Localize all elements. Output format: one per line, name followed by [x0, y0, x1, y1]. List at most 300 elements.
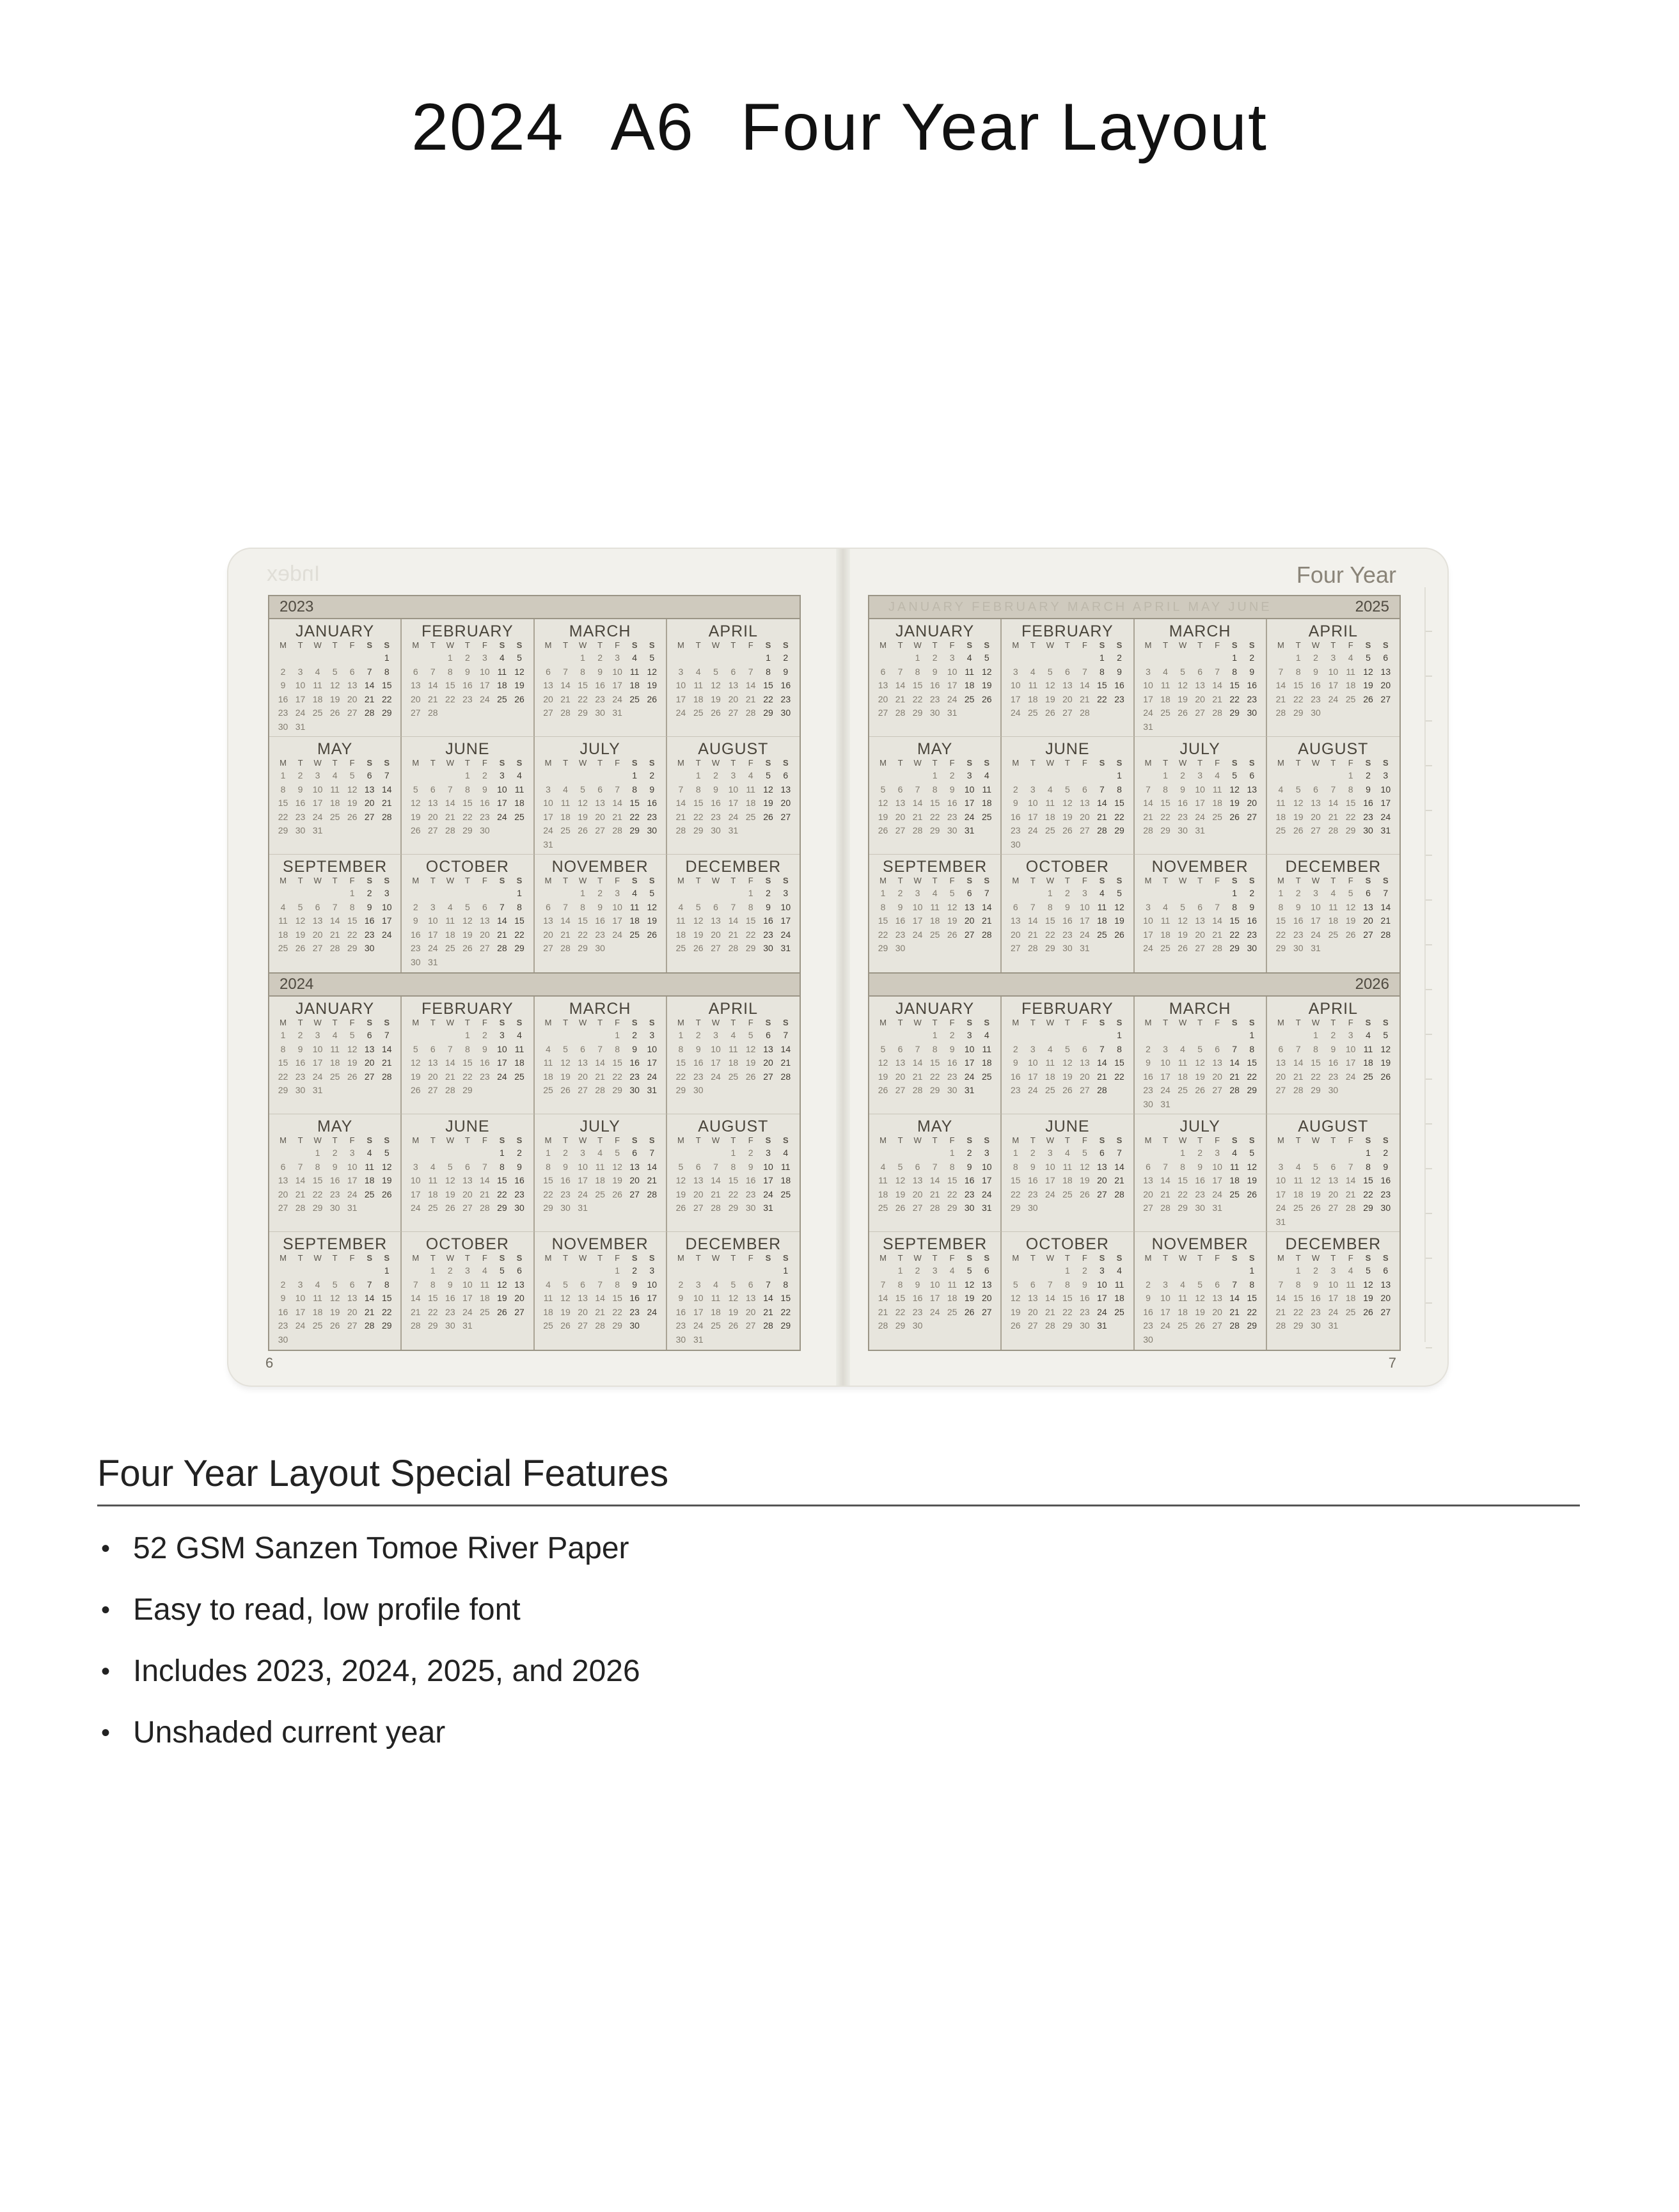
weekday-label: S — [966, 1135, 973, 1145]
day-number: 9 — [482, 784, 487, 794]
day-empty — [1174, 1029, 1192, 1043]
day-number: 22 — [543, 1189, 553, 1199]
day-number: 11 — [543, 1293, 553, 1303]
day-number: 16 — [480, 1057, 490, 1068]
day-number: 5 — [897, 1161, 903, 1172]
day-number: 23 — [1010, 1085, 1021, 1095]
day-number: 30 — [745, 1203, 756, 1213]
day-number: 22 — [780, 1306, 791, 1317]
day-number: 28 — [1275, 1320, 1286, 1331]
day-number: 28 — [745, 707, 756, 718]
day-empty — [292, 1146, 309, 1160]
day-number: 22 — [347, 929, 358, 940]
day-number: 24 — [1160, 1320, 1171, 1331]
day-empty — [292, 651, 309, 665]
day-number: 21 — [560, 929, 571, 940]
day-number: 21 — [647, 1175, 658, 1185]
day-number: 26 — [410, 825, 421, 835]
day-number: 29 — [745, 943, 756, 953]
day-number: 13 — [514, 1279, 524, 1290]
day-number: 15 — [1160, 798, 1171, 808]
day-number: 28 — [329, 943, 340, 953]
weekday-label: T — [1295, 876, 1301, 885]
day-number: 6 — [1082, 784, 1087, 794]
day-number: 12 — [1045, 680, 1055, 690]
day-number: 22 — [1062, 1306, 1073, 1317]
day-number: 14 — [1380, 901, 1391, 912]
day-number: 29 — [1160, 825, 1171, 835]
weekday-label: T — [1330, 640, 1336, 650]
day-number: 5 — [1180, 901, 1185, 912]
day-number: 11 — [595, 1161, 605, 1172]
day-number: 24 — [1028, 1085, 1038, 1095]
day-number: 11 — [930, 901, 940, 912]
day-number: 5 — [1064, 784, 1070, 794]
day-number: 26 — [347, 1071, 358, 1082]
weekday-label: M — [1277, 1018, 1284, 1027]
day-number: 10 — [1010, 680, 1021, 690]
day-number: 4 — [315, 1279, 320, 1290]
day-number: 27 — [1311, 825, 1321, 835]
day-number: 3 — [546, 784, 551, 794]
day-number: 22 — [1229, 693, 1240, 704]
day-number: 27 — [1212, 1085, 1222, 1095]
day-number: 13 — [410, 680, 421, 690]
day-number: 26 — [1062, 825, 1073, 835]
day-number: 8 — [880, 901, 886, 912]
month-name: MAY — [317, 1118, 353, 1135]
day-number: 7 — [367, 666, 372, 677]
day-number: 29 — [1275, 943, 1286, 953]
weekday-label: F — [1348, 640, 1353, 650]
day-number: 17 — [1311, 915, 1321, 926]
day-number: 23 — [480, 1071, 490, 1082]
day-empty — [476, 1146, 493, 1160]
day-number: 11 — [330, 1043, 340, 1054]
day-number: 17 — [964, 798, 975, 808]
day-number: 12 — [675, 1175, 686, 1185]
day-number: 4 — [748, 770, 753, 780]
day-number: 12 — [560, 1293, 571, 1303]
day-number: 15 — [381, 680, 392, 690]
day-number: 24 — [912, 929, 923, 940]
day-number: 24 — [647, 1071, 658, 1082]
day-number: 4 — [783, 1148, 789, 1158]
weekday-label: S — [499, 1018, 505, 1027]
day-number: 12 — [1178, 915, 1188, 926]
day-number: 11 — [1178, 1293, 1188, 1303]
day-number: 4 — [949, 1265, 955, 1276]
day-number: 15 — [1293, 1293, 1304, 1303]
day-number: 13 — [347, 1293, 358, 1303]
day-empty — [1140, 651, 1157, 665]
day-number: 10 — [728, 784, 739, 794]
day-number: 27 — [981, 1306, 992, 1317]
day-number: 20 — [693, 1189, 704, 1199]
day-number: 5 — [748, 1030, 753, 1040]
day-number: 25 — [947, 1306, 958, 1317]
day-number: 21 — [1345, 1189, 1356, 1199]
day-number: 3 — [766, 1148, 771, 1158]
month-name: AUGUST — [698, 1118, 769, 1135]
day-number: 15 — [763, 680, 773, 690]
weekday-label: T — [297, 758, 303, 768]
day-number: 7 — [430, 666, 436, 677]
day-number: 18 — [1363, 1057, 1373, 1068]
day-number: 8 — [517, 901, 522, 912]
day-number: 8 — [1313, 1043, 1318, 1054]
day-number: 19 — [895, 1189, 906, 1199]
day-number: 1 — [1249, 1030, 1255, 1040]
weekday-label: M — [280, 640, 287, 650]
weekday-label: S — [499, 640, 505, 650]
day-number: 28 — [1275, 707, 1286, 718]
day-number: 12 — [1080, 1161, 1090, 1172]
day-number: 29 — [1062, 1320, 1073, 1331]
day-number: 22 — [629, 811, 640, 822]
day-number: 9 — [367, 901, 372, 912]
day-number: 9 — [517, 1161, 522, 1172]
day-number: 17 — [295, 1306, 306, 1317]
month-cell — [1135, 855, 1267, 972]
day-empty — [892, 1146, 909, 1160]
weekday-label: W — [711, 1135, 720, 1145]
day-empty — [690, 1264, 707, 1278]
weekday-header — [1272, 640, 1394, 651]
day-number: 27 — [878, 707, 888, 718]
month-cell — [667, 855, 800, 972]
day-number: 7 — [730, 901, 736, 912]
day-number: 24 — [1080, 929, 1090, 940]
day-number: 28 — [1380, 929, 1391, 940]
day-number: 17 — [1045, 1175, 1055, 1185]
month-cell — [1002, 1232, 1134, 1350]
day-empty — [274, 1264, 292, 1278]
day-number: 6 — [1100, 1148, 1105, 1158]
weekday-label: F — [615, 1018, 620, 1027]
month-name: MARCH — [1169, 1000, 1231, 1018]
day-empty — [874, 1264, 892, 1278]
day-number: 11 — [1045, 798, 1055, 808]
day-number: 10 — [612, 901, 622, 912]
weekday-label: M — [879, 1018, 887, 1027]
day-empty — [1307, 769, 1324, 783]
day-number: 4 — [695, 666, 701, 677]
day-number: 30 — [514, 1203, 524, 1213]
day-number: 16 — [514, 1175, 524, 1185]
month-name: AUGUST — [1298, 1118, 1369, 1135]
day-number: 21 — [1080, 693, 1090, 704]
day-number: 17 — [1380, 798, 1391, 808]
day-empty — [407, 651, 424, 665]
day-number: 18 — [693, 693, 704, 704]
day-number: 28 — [711, 1203, 721, 1213]
day-number: 15 — [514, 915, 524, 926]
day-number: 26 — [964, 1306, 975, 1317]
day-number: 27 — [1195, 943, 1205, 953]
day-number: 29 — [1293, 707, 1304, 718]
day-number: 25 — [514, 811, 524, 822]
day-number: 25 — [543, 1320, 553, 1331]
day-number: 10 — [763, 1161, 773, 1172]
day-number: 15 — [1293, 680, 1304, 690]
weekday-label: F — [349, 640, 355, 650]
day-number: 20 — [1080, 811, 1090, 822]
day-number: 3 — [1013, 666, 1018, 677]
day-number: 15 — [1311, 1057, 1321, 1068]
day-number: 10 — [1045, 1161, 1055, 1172]
day-number: 11 — [514, 1043, 524, 1054]
weekday-label: T — [297, 1253, 303, 1263]
day-number: 27 — [895, 825, 906, 835]
month-name: JUNE — [445, 1118, 490, 1135]
weekday-label: T — [932, 1018, 938, 1027]
day-number: 1 — [1117, 1030, 1122, 1040]
day-number: 18 — [1212, 798, 1222, 808]
day-number: 17 — [647, 1057, 658, 1068]
day-number: 14 — [428, 680, 438, 690]
day-empty — [1140, 1146, 1157, 1160]
day-number: 15 — [693, 798, 704, 808]
day-number: 6 — [349, 1279, 355, 1290]
day-number: 26 — [1114, 929, 1124, 940]
weekday-label: T — [695, 876, 701, 885]
day-number: 2 — [1313, 1265, 1318, 1276]
day-number: 23 — [1247, 929, 1257, 940]
weekday-label: S — [782, 1135, 789, 1145]
day-number: 2 — [1082, 1265, 1087, 1276]
day-empty — [540, 769, 557, 783]
weekday-label: F — [1215, 1018, 1220, 1027]
day-number: 19 — [675, 1189, 686, 1199]
day-number: 28 — [912, 1085, 923, 1095]
weekday-label: F — [615, 1253, 620, 1263]
day-number: 22 — [1345, 811, 1356, 822]
weekday-label: W — [711, 876, 720, 885]
day-number: 9 — [1013, 798, 1018, 808]
day-number: 24 — [1010, 707, 1021, 718]
weekday-label: T — [730, 640, 736, 650]
day-number: 28 — [364, 1320, 375, 1331]
day-number: 11 — [1028, 680, 1038, 690]
day-number: 14 — [912, 1057, 923, 1068]
day-number: 16 — [278, 1306, 288, 1317]
weekday-label: T — [430, 758, 436, 768]
day-number: 18 — [981, 1057, 992, 1068]
day-empty — [407, 887, 424, 901]
day-number: 15 — [1114, 1057, 1124, 1068]
day-number: 12 — [745, 1043, 756, 1054]
day-number: 2 — [597, 652, 603, 663]
day-number: 20 — [1195, 693, 1205, 704]
weekday-label: S — [1365, 876, 1371, 885]
weekday-label: M — [1144, 1135, 1152, 1145]
day-number: 21 — [878, 1306, 888, 1317]
weekday-label: S — [516, 1018, 523, 1027]
day-number: 13 — [364, 1043, 375, 1054]
day-number: 4 — [315, 666, 320, 677]
day-empty — [1209, 887, 1226, 901]
weekday-label: S — [1099, 876, 1105, 885]
day-number: 11 — [729, 1043, 738, 1054]
day-number: 31 — [428, 956, 438, 967]
day-number: 19 — [1178, 693, 1188, 704]
day-number: 12 — [381, 1161, 392, 1172]
day-number: 12 — [347, 784, 358, 794]
day-number: 12 — [711, 680, 721, 690]
day-number: 20 — [578, 1306, 588, 1317]
weekday-label: F — [1082, 758, 1087, 768]
weekday-label: S — [367, 640, 373, 650]
day-number: 19 — [462, 929, 473, 940]
day-number: 31 — [1328, 1320, 1339, 1331]
day-number: 6 — [280, 1161, 286, 1172]
day-number: 6 — [597, 784, 603, 794]
weekday-label: T — [1030, 1135, 1036, 1145]
day-number: 25 — [981, 1071, 992, 1082]
day-number: 29 — [612, 1320, 622, 1331]
day-number: 20 — [543, 693, 553, 704]
weekday-label: S — [1231, 758, 1238, 768]
day-number: 18 — [1062, 1175, 1073, 1185]
day-number: 25 — [312, 707, 323, 718]
month-cell — [402, 737, 534, 855]
day-number: 25 — [964, 693, 975, 704]
day-number: 12 — [647, 666, 658, 677]
day-number: 15 — [278, 1057, 288, 1068]
day-number: 11 — [428, 1175, 438, 1185]
day-number: 6 — [984, 1265, 989, 1276]
day-number: 9 — [649, 784, 655, 794]
day-number: 7 — [713, 1161, 718, 1172]
day-number: 29 — [1247, 1320, 1257, 1331]
day-number: 19 — [878, 1071, 888, 1082]
day-number: 24 — [295, 1320, 306, 1331]
weekday-label: S — [516, 876, 523, 885]
weekday-header — [407, 1252, 528, 1264]
day-empty — [1024, 1264, 1041, 1278]
day-number: 12 — [1363, 1279, 1373, 1290]
day-empty — [424, 1029, 441, 1043]
day-number: 27 — [1380, 1306, 1391, 1317]
day-grid — [1140, 769, 1261, 838]
day-number: 6 — [1330, 1161, 1336, 1172]
day-number: 29 — [1229, 943, 1240, 953]
day-number: 8 — [315, 1161, 320, 1172]
day-number: 27 — [728, 707, 739, 718]
day-empty — [1192, 887, 1209, 901]
day-number: 22 — [1097, 693, 1107, 704]
day-number: 11 — [629, 901, 640, 912]
day-number: 25 — [1178, 1085, 1188, 1095]
day-number: 8 — [949, 1161, 955, 1172]
day-number: 16 — [745, 1175, 756, 1185]
day-number: 7 — [1278, 666, 1284, 677]
day-number: 6 — [1215, 1279, 1220, 1290]
day-number: 13 — [878, 680, 888, 690]
day-number: 5 — [413, 1043, 418, 1054]
weekday-label: T — [1030, 640, 1036, 650]
weekday-label: W — [446, 1253, 454, 1263]
weekday-label: T — [1064, 876, 1070, 885]
day-number: 24 — [612, 693, 622, 704]
day-number: 18 — [312, 1306, 323, 1317]
month-cell — [1135, 997, 1267, 1114]
day-number: 9 — [678, 1293, 684, 1303]
weekday-label: S — [384, 640, 390, 650]
day-number: 3 — [1278, 1161, 1284, 1172]
day-number: 22 — [381, 693, 392, 704]
day-number: 1 — [766, 652, 771, 663]
day-number: 17 — [381, 915, 392, 926]
weekday-label: S — [631, 640, 638, 650]
day-number: 12 — [693, 915, 704, 926]
day-number: 9 — [1366, 784, 1371, 794]
month-name: APRIL — [1308, 622, 1358, 640]
day-number: 3 — [384, 888, 390, 898]
weekday-label: M — [1012, 1135, 1020, 1145]
day-number: 7 — [783, 1030, 789, 1040]
day-number: 29 — [312, 1203, 323, 1213]
weekday-label: M — [1277, 640, 1284, 650]
weekday-label: S — [649, 1135, 655, 1145]
day-number: 11 — [480, 1279, 490, 1290]
weekday-label: M — [280, 1018, 287, 1027]
day-number: 13 — [347, 680, 358, 690]
day-number: 3 — [500, 1030, 505, 1040]
day-number: 31 — [543, 839, 553, 849]
month-name: DECEMBER — [685, 1235, 782, 1253]
year-header — [269, 596, 800, 619]
month-cell — [269, 1114, 402, 1232]
day-empty — [441, 887, 459, 901]
day-number: 1 — [678, 1030, 684, 1040]
day-number: 30 — [1143, 1334, 1153, 1345]
day-number: 16 — [1311, 1293, 1321, 1303]
day-number: 12 — [878, 798, 888, 808]
day-number: 23 — [364, 929, 375, 940]
day-number: 22 — [929, 811, 940, 822]
day-number: 1 — [1313, 1030, 1318, 1040]
day-empty — [1289, 769, 1307, 783]
day-number: 20 — [1080, 1071, 1090, 1082]
day-number: 18 — [497, 680, 507, 690]
day-number: 6 — [349, 666, 355, 677]
month-cell — [667, 737, 800, 855]
weekday-label: S — [966, 758, 973, 768]
day-number: 25 — [514, 1071, 524, 1082]
day-number: 11 — [1212, 784, 1222, 794]
day-number: 20 — [1028, 1306, 1038, 1317]
day-grid — [540, 769, 661, 851]
day-number: 24 — [462, 1306, 473, 1317]
day-number: 22 — [728, 1189, 739, 1199]
month-cell — [402, 1232, 534, 1350]
day-number: 26 — [497, 1306, 507, 1317]
day-number: 16 — [560, 1175, 571, 1185]
day-empty — [1093, 769, 1110, 783]
day-number: 17 — [428, 929, 438, 940]
day-number: 15 — [1247, 1293, 1257, 1303]
weekday-header — [540, 640, 661, 651]
day-number: 5 — [1197, 1043, 1203, 1054]
weekday-label: F — [748, 876, 753, 885]
weekday-header — [672, 1135, 794, 1146]
year-label: 2024 — [280, 976, 314, 993]
day-number: 23 — [1114, 693, 1124, 704]
title-size: A6 — [610, 90, 695, 164]
day-number: 9 — [280, 680, 286, 690]
